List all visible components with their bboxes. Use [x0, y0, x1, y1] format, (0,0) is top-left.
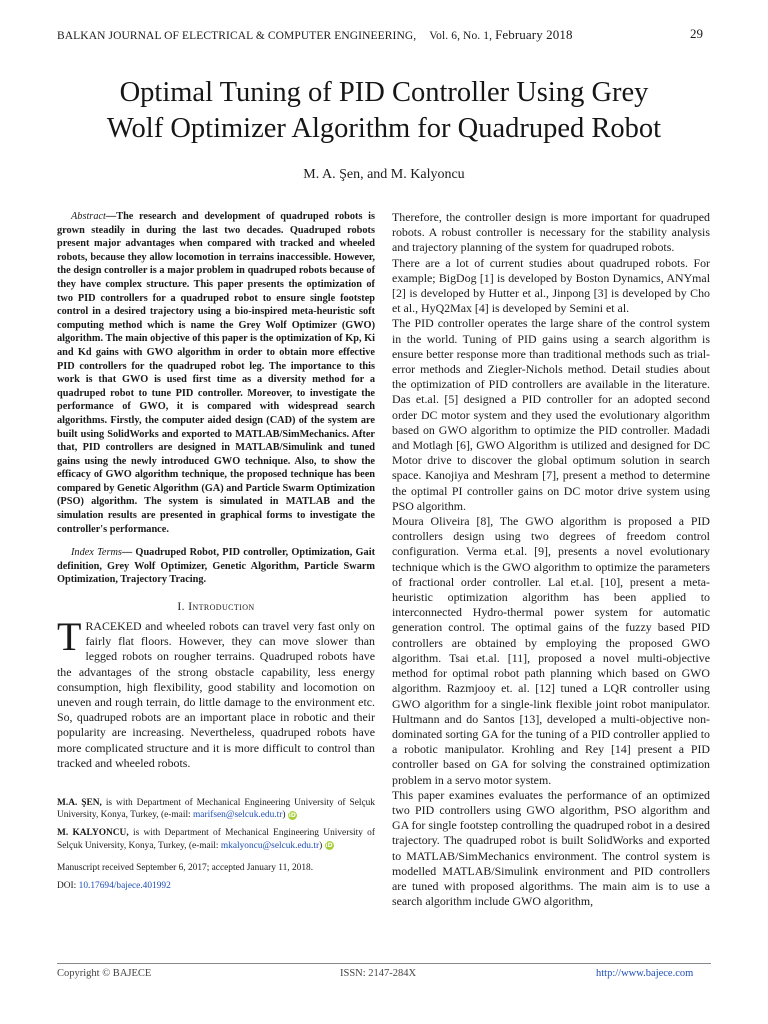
- footnote-author-1-close: ): [282, 810, 286, 821]
- introduction-paragraph: [57, 614, 375, 771]
- footnote-author-2-name: M. KALYONCU,: [57, 828, 129, 839]
- section-numeral: I.: [177, 601, 185, 614]
- footnote-author-1-affiliation: is with Department of Mechanical Engineering University of Selçuk University, Konya, Turkey, (e-mail:: [57, 798, 375, 821]
- abstract-text: —The research and development of quadruped robots is grown steadily in during the last two decades. Quadruped robots present major advantages when compared with tracked and wheeled robots, because they allow locomotion in terrains inaccessible. However, the design controller is a major problem in quadruped robots because of they have complex structure. This paper presents the optimization of two PID controllers for a quadruped robot to ensure single footstep control in a desired trajectory using a bio-inspired meta-heuristic soft computing method which is name the Grey Wolf Optimizer (GWO) algorithm. The main objective of this paper is the optimization of Kp, Ki and Kd gains with GWO algorithm in order to obtain more effective PID controllers for the quadruped robot leg. The importance to this work is that GWO is used first time as a diversity method for a quadruped robot to tune PID controller. Moreover, to investigate the performance of GWO, it is compared with widespread search algorithms. Firstly, the computer aided design (CAD) of the system are built using SolidWorks and exported to MATLAB/SimMechanics. After that, PID controllers are designed in MATLAB/Simulink and tuned gains using the newly introduced GWO technique. Also, to show the efficacy of GWO algorithm technique, the proposed technique has been compared by Genetic Algorithm (GA) and Particle Swarm Optimization (PSO) algorithm. The system is simulated in MATLAB and the simulation results are presented in graphical forms to investigate the controller's performance.: [57, 211, 375, 535]
- paper-title: [40, 75, 728, 147]
- footnote-author-2-affiliation: is with Department of Mechanical Engineering University of Selçuk University, Konya, Turkey, (e-mail:: [57, 828, 375, 851]
- body-paragraph-4: Moura Oliveira [8], The GWO algorithm is proposed a PID controllers design using two degrees of freedom control configuration. Verma et.al. [9], presents a novel evolutionary technique which is the GWO algorithm to optimize the parameters of fractional order controller. Lal et.al. [10], present a meta-heuristic optimization algorithm has been applied to interconnected Hydro-thermal power system for automatic generation control. The optimal gains of the fuzzy based PID controllers are obtained by employing the proposed GWO algorithm. Tsai et.al. [11], proposed a novel multi-objective method for optimal robot path planning which based on GWO algorithm. Razmjooy et. al. [12] tuned a LQR controller using GWO algorithm for a single-link flexible joint robot manipulator. Hultmann and do Santos [13], developed a multi-objective non-dominated sorting GA for the tuning of a PID controller applied to a robotic manipulator. Krohling and Rey [14] present a PID controller based on GA for solving the constrained optimization problem in a servo motor system.: [392, 514, 710, 787]
- volume-info: Vol. 6, No. 1,: [429, 30, 493, 42]
- footnote-author-2-close: ): [319, 840, 323, 851]
- abstract-lead: Abstract: [71, 211, 106, 222]
- title-line-1: Optimal Tuning of PID Controller Using Grey: [119, 77, 649, 108]
- doi-link[interactable]: 10.17694/bajece.401992: [78, 881, 171, 892]
- body-paragraph-3: The PID controller operates the large share of the control system in the world. Tuning of PID gains using a search algorithm is ensure better response more than traditional methods such as trial-error methods and Ziegler-Nichols method. Detail studies about the optimization of PID controllers are available in the literature. Das et.al. [5] designed a PID controller for an adopted second order DC motor system and they used the evolutionary algorithm based on GWO algorithm to optimize the PID controller. Madadi and Motlagh [6], GWO Algorithm is utilized and designed for DC Motor drive to discover the global optimum solution in search space. Kanojiya and Meshram [7], present a method to determine the optimal PI controller gains on DC motor drive system using PSO algorithm.: [392, 316, 710, 513]
- email-link-author-1[interactable]: marifsen@selcuk.edu.tr: [193, 810, 283, 821]
- author-list: M. A. Şen, and M. Kalyoncu: [303, 167, 465, 182]
- right-column: [392, 210, 710, 909]
- footer-divider: [57, 963, 711, 964]
- orcid-icon[interactable]: iD: [288, 811, 296, 819]
- email-link-author-2[interactable]: mkalyoncu@selcuk.edu.tr: [220, 840, 320, 851]
- journal-name: BALKAN JOURNAL OF ELECTRICAL & COMPUTER ENGINEERING,: [57, 30, 417, 42]
- footer-website-link[interactable]: http://www.bajece.com: [596, 968, 694, 979]
- introduction-text: and wheeled robots can travel very fast only on fairly flat floors. However, they can move slower than legged robots on rougher terrains. Quadruped robots have the advantages of the strong obstacle capability, less energy consumption, high flexibility, good stability and locomotion on uneven and rough terrain, do little damage to the environment etc. So, quadruped robots are an important place in robotic and their popularity are increasing. Nevertheless, quadruped robots have more complicated structure and it is more difficult to control than tracked and wheeled robots.: [57, 619, 375, 770]
- doi-line: [57, 880, 375, 892]
- body-paragraph-1: Therefore, the controller design is more important for quadruped robots. A robust controller is necessary for the stability analysis and trajectory planning of the system for quadruped robots.: [392, 210, 710, 255]
- left-column: [57, 210, 375, 898]
- manuscript-dates: Manuscript received September 6, 2017; accepted January 11, 2018.: [57, 862, 314, 873]
- title-line-2: Wolf Optimizer Algorithm for Quadruped Robot: [106, 113, 662, 144]
- orcid-icon[interactable]: iD: [325, 842, 333, 850]
- section-title: Introduction: [188, 601, 255, 614]
- author-footnotes: [57, 797, 375, 892]
- running-header: [57, 27, 573, 43]
- section-heading-introduction: [57, 601, 375, 613]
- footer-copyright: Copyright © BAJECE: [57, 968, 152, 979]
- index-terms-text: — Quadruped Robot, PID controller, Optimization, Gait definition, Grey Wolf Optimizer, Genetic Algorithm, Particle Swarm Optimization, Trajectory Tracing.: [57, 547, 375, 586]
- abstract: [57, 210, 375, 536]
- index-terms-lead: Index Terms: [71, 547, 122, 559]
- footer-issn: ISSN: 2147-284X: [340, 968, 417, 979]
- body-paragraph-5: This paper examines evaluates the performance of an optimized two PID controllers using GWO algorithm, PSO algorithm and GA for single footstep controlling the quadruped robot in a desired trajectory. The quadruped robot is built SolidWorks and exported to MATLAB/SimMechanics environment. The control system is modelled MATLAB/Simulink environment and PID controllers are tuned with proposed algorithms. The main aim is to use a search algorithm include GWO algorithm,: [392, 787, 710, 909]
- footnote-author-1: [57, 797, 375, 821]
- index-terms: [57, 546, 375, 587]
- body-paragraph-2: There are a lot of current studies about quadruped robots. For example; BigDog [1] is developed by Boston Dynamics, ANYmal [2] is developed by Hutter et al., Jinpong [3] is developed by Cho et al., HyQ2Max [4] is developed by Semini et al.: [392, 255, 710, 316]
- footnote-author-1-name: M.A. ŞEN,: [57, 798, 102, 809]
- issue-date: February 2018: [495, 27, 573, 42]
- footnote-author-2: [57, 827, 375, 851]
- page-number: 29: [690, 26, 703, 41]
- drop-cap: T: [57, 614, 82, 660]
- first-word-rest: RACEKED: [85, 619, 142, 634]
- doi-label: DOI:: [57, 881, 79, 892]
